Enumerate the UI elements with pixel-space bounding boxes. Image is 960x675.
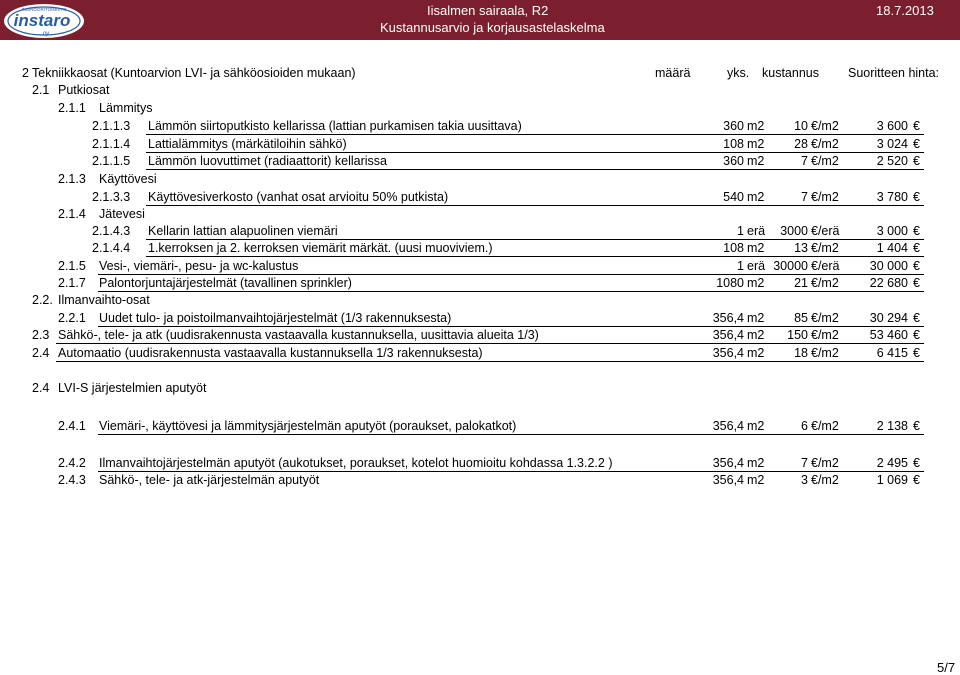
instaro-logo — [2, 0, 86, 40]
column-header-total: Suoritteen hinta: — [848, 66, 940, 80]
table-row — [0, 223, 960, 240]
row-description: Automaatio (uudisrakennusta vastaavalla kustannuksella 1/3 rakennuksesta) — [58, 346, 483, 360]
page-number: 5/7 — [937, 660, 956, 675]
row-rate: 85 — [794, 311, 808, 325]
row-underline — [146, 256, 924, 257]
column-header-unit: yks. — [727, 66, 750, 80]
row-description: Vesi-, viemäri-, pesu- ja wc-kalustus — [99, 259, 299, 273]
row-rate-unit: €/m2 — [811, 311, 839, 325]
logo-name-text: instaro — [13, 11, 71, 30]
column-header-quantity: määrä — [655, 66, 691, 80]
row-description: Ilmanvaihtojärjestelmän aputyöt (aukotukset, poraukset, kotelot huomioitu kohdassa 1.3.2.2 ) — [99, 456, 613, 470]
row-currency: € — [913, 224, 920, 238]
row-rate: 10 — [794, 119, 808, 133]
row-number: 2.1.7 — [58, 276, 86, 290]
row-currency: € — [913, 154, 920, 168]
table-row — [0, 472, 960, 489]
row-number: 2.4 — [32, 381, 50, 395]
row-rate: 7 — [801, 190, 808, 204]
row-number: 2.1.1.3 — [92, 119, 131, 133]
row-rate: 6 — [801, 419, 808, 433]
table-row — [0, 327, 960, 344]
row-rate-unit: €/m2 — [811, 276, 839, 290]
row-quantity: 356,4 — [712, 311, 744, 325]
row-description: LVI-S järjestelmien aputyöt — [58, 381, 207, 395]
row-rate: 150 — [787, 328, 808, 342]
table-header-row — [0, 65, 960, 82]
logo-suffix-text: oy — [42, 31, 50, 37]
document-date: 18.7.2013 — [876, 3, 934, 18]
row-currency: € — [913, 473, 920, 487]
row-rate-unit: €/m2 — [811, 456, 839, 470]
row-rate-unit: €/m2 — [811, 346, 839, 360]
table-row — [0, 240, 960, 257]
row-currency: € — [913, 311, 920, 325]
row-number: 2.1.1.4 — [92, 137, 131, 151]
row-unit: m2 — [747, 154, 765, 168]
row-unit: erä — [747, 259, 766, 273]
table-row — [0, 275, 960, 292]
row-number: 2.1.4.4 — [92, 241, 131, 255]
row-number: 2.3 — [32, 328, 50, 342]
row-rate-unit: €/erä — [811, 259, 840, 273]
row-description: Kellarin lattian alapuolinen viemäri — [148, 224, 338, 238]
row-total: 53 460 — [869, 328, 908, 342]
row-total: 3 000 — [876, 224, 908, 238]
row-total: 2 520 — [876, 154, 908, 168]
row-rate: 3 — [801, 473, 808, 487]
row-unit: m2 — [747, 328, 765, 342]
row-number: 2.4.2 — [58, 456, 86, 470]
row-rate-unit: €/m2 — [811, 119, 839, 133]
row-unit: m2 — [747, 311, 765, 325]
row-rate: 13 — [794, 241, 808, 255]
row-number: 2.2.1 — [58, 311, 86, 325]
logo-top-text: INSINÖÖRITOIMISTO — [21, 7, 67, 12]
row-total: 2 138 — [876, 419, 908, 433]
row-underline — [146, 169, 924, 170]
row-quantity: 1080 — [716, 276, 744, 290]
row-number: 2.4 — [32, 346, 50, 360]
row-description: Uudet tulo- ja poistoilmanvaihtojärjestelmät (1/3 rakennuksesta) — [99, 311, 452, 325]
row-total: 1 069 — [876, 473, 908, 487]
row-quantity: 540 — [723, 190, 744, 204]
row-unit: m2 — [747, 137, 765, 151]
row-currency: € — [913, 190, 920, 204]
row-total: 3 024 — [876, 137, 908, 151]
row-unit: m2 — [747, 119, 765, 133]
row-description: Lämmön siirtoputkisto kellarissa (lattian purkamisen takia uusittava) — [148, 119, 522, 133]
row-quantity: 1 — [737, 259, 744, 273]
table-row — [0, 206, 960, 223]
row-unit: m2 — [747, 190, 765, 204]
row-description: Jätevesi — [99, 207, 145, 221]
table-row — [0, 100, 960, 117]
row-total: 30 000 — [869, 259, 908, 273]
row-number: 2.1.4.3 — [92, 224, 131, 238]
row-rate-unit: €/erä — [811, 224, 840, 238]
table-row — [0, 418, 960, 435]
row-underline — [98, 434, 924, 435]
table-row — [0, 345, 960, 362]
row-unit: m2 — [747, 241, 765, 255]
row-unit: m2 — [747, 473, 765, 487]
row-currency: € — [913, 259, 920, 273]
table-row — [0, 118, 960, 135]
row-rate: 3000 — [780, 224, 808, 238]
row-total: 1 404 — [876, 241, 908, 255]
table-row — [0, 82, 960, 99]
row-number: 2.1 — [32, 83, 50, 97]
row-quantity: 356,4 — [712, 328, 744, 342]
row-description: Ilmanvaihto-osat — [58, 293, 150, 307]
table-row — [0, 258, 960, 275]
row-rate-unit: €/m2 — [811, 419, 839, 433]
section-title: Tekniikkaosat (Kuntoarvion LVI- ja sähköosioiden mukaan) — [32, 66, 356, 80]
row-description: Viemäri-, käyttövesi ja lämmitysjärjestelmän aputyöt (poraukset, palokatkot) — [99, 419, 517, 433]
row-description: Putkiosat — [58, 83, 110, 97]
row-total: 30 294 — [869, 311, 908, 325]
table-row — [0, 189, 960, 206]
row-quantity: 360 — [723, 119, 744, 133]
row-description: Sähkö-, tele- ja atk (uudisrakennusta vastaavalla kustannuksella, uusittavia alueita 1/3) — [58, 328, 539, 342]
row-underline — [56, 343, 924, 344]
row-rate-unit: €/m2 — [811, 154, 839, 168]
row-quantity: 356,4 — [712, 456, 744, 470]
row-currency: € — [913, 137, 920, 151]
row-unit: erä — [747, 224, 766, 238]
row-number: 2.1.3 — [58, 172, 86, 186]
row-description: 1.kerroksen ja 2. kerroksen viemärit märkät. (uusi muoviviem.) — [148, 241, 493, 255]
row-rate: 21 — [794, 276, 808, 290]
row-total: 6 415 — [876, 346, 908, 360]
table-row — [0, 455, 960, 472]
row-description: Käyttövesi — [99, 172, 157, 186]
row-quantity: 356,4 — [712, 419, 744, 433]
row-underline — [146, 134, 924, 135]
row-unit: m2 — [747, 276, 765, 290]
row-currency: € — [913, 276, 920, 290]
row-number: 2.2. — [32, 293, 53, 307]
row-description: Lämmitys — [99, 101, 153, 115]
column-header-cost: kustannus — [762, 66, 819, 80]
row-rate: 28 — [794, 137, 808, 151]
table-row — [0, 136, 960, 153]
row-rate: 18 — [794, 346, 808, 360]
row-number: 2.1.5 — [58, 259, 86, 273]
row-rate: 7 — [801, 154, 808, 168]
report-header — [0, 0, 960, 40]
row-rate-unit: €/m2 — [811, 190, 839, 204]
row-quantity: 356,4 — [712, 473, 744, 487]
row-currency: € — [913, 119, 920, 133]
row-unit: m2 — [747, 456, 765, 470]
row-description: Sähkö-, tele- ja atk-järjestelmän aputyöt — [99, 473, 320, 487]
table-row — [0, 310, 960, 327]
row-currency: € — [913, 456, 920, 470]
row-total: 3 780 — [876, 190, 908, 204]
row-number: 2.1.1.5 — [92, 154, 131, 168]
table-row — [0, 171, 960, 188]
row-number: 2.4.3 — [58, 473, 86, 487]
row-quantity: 1 — [737, 224, 744, 238]
table-row — [0, 153, 960, 170]
row-number: 2.1.3.3 — [92, 190, 131, 204]
document-title: Iisalmen sairaala, R2 — [427, 3, 549, 18]
row-quantity: 108 — [723, 241, 744, 255]
row-quantity: 360 — [723, 154, 744, 168]
row-number: 2.1.4 — [58, 207, 86, 221]
row-rate-unit: €/m2 — [811, 137, 839, 151]
row-number: 2.1.1 — [58, 101, 86, 115]
row-rate-unit: €/m2 — [811, 328, 839, 342]
row-quantity: 356,4 — [712, 346, 744, 360]
row-rate: 30000 — [773, 259, 808, 273]
row-rate-unit: €/m2 — [811, 241, 839, 255]
document-subtitle: Kustannusarvio ja korjausastelaskelma — [380, 20, 605, 35]
row-description: Käyttövesiverkosto (vanhat osat arvioitu 50% putkista) — [148, 190, 449, 204]
row-rate: 7 — [801, 456, 808, 470]
row-quantity: 108 — [723, 137, 744, 151]
row-total: 22 680 — [869, 276, 908, 290]
row-currency: € — [913, 241, 920, 255]
row-description: Palontorjuntajärjestelmät (tavallinen sprinkler) — [99, 276, 352, 290]
table-row — [0, 292, 960, 309]
row-underline — [56, 361, 924, 362]
row-currency: € — [913, 346, 920, 360]
row-rate-unit: €/m2 — [811, 473, 839, 487]
table-row — [0, 380, 960, 397]
row-description: Lattialämmitys (märkätiloihin sähkö) — [148, 137, 347, 151]
section-number: 2 — [22, 66, 29, 80]
row-number: 2.4.1 — [58, 419, 86, 433]
row-total: 2 495 — [876, 456, 908, 470]
row-total: 3 600 — [876, 119, 908, 133]
row-currency: € — [913, 328, 920, 342]
row-unit: m2 — [747, 346, 765, 360]
row-currency: € — [913, 419, 920, 433]
row-description: Lämmön luovuttimet (radiaattorit) kellarissa — [148, 154, 387, 168]
row-unit: m2 — [747, 419, 765, 433]
